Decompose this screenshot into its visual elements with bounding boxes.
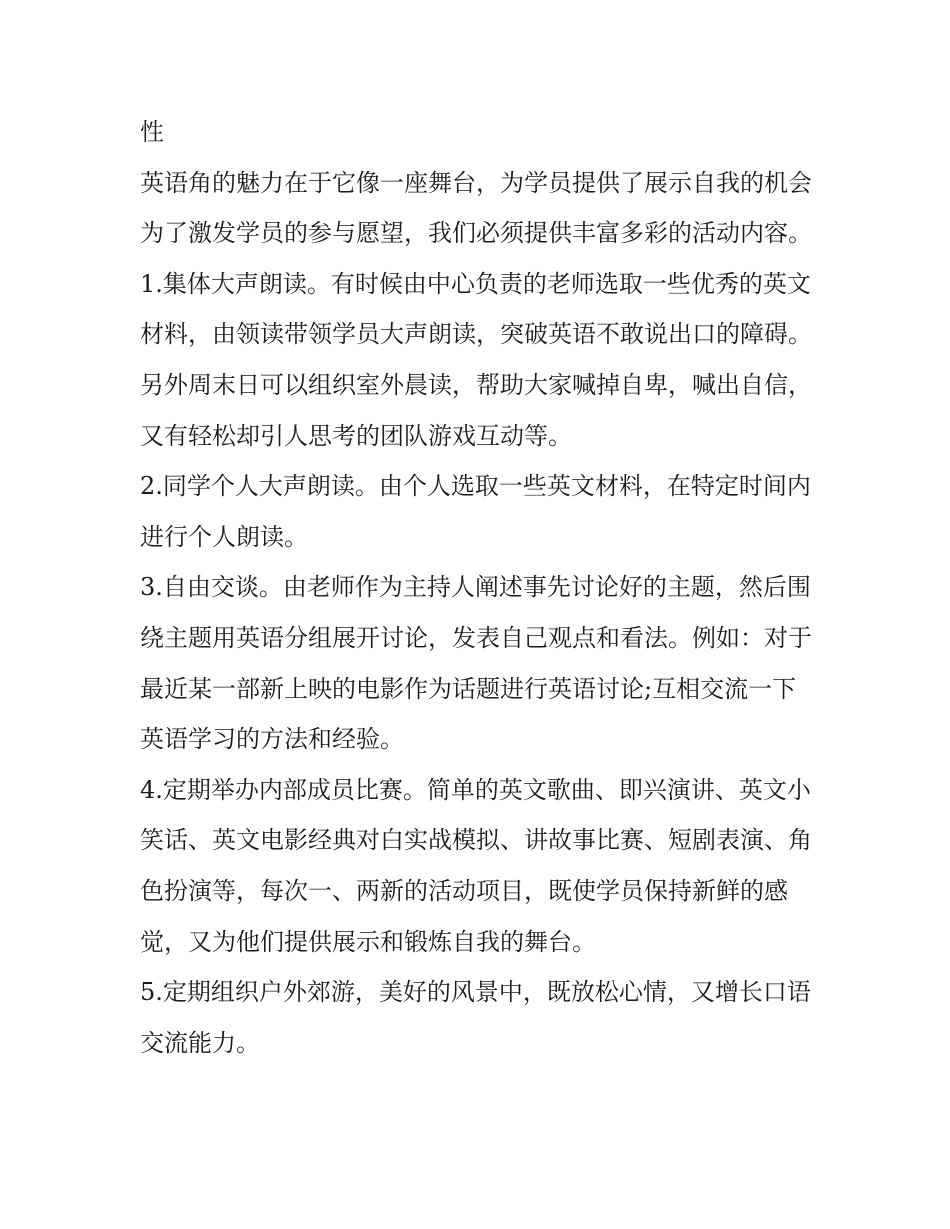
paragraph-item-1: 1.集体大声朗读。有时候由中心负责的老师选取一些优秀的英文材料，由领读带领学员大声朗读，突破英语不敢说出口的障碍。另外周末日可以组织室外晨读，帮助大家喊掉自卑，喊出自信，又有轻松却引人思考的团队游戏互动等。 xyxy=(140,269,812,450)
document-body xyxy=(140,107,820,1068)
paragraph-item-5: 5.定期组织户外郊游，美好的风景中，既放松心情，又增长口语交流能力。 xyxy=(140,978,811,1057)
paragraph-item-3: 3.自由交谈。由老师作为主持人阐述事先讨论好的主题，然后围绕主题用英语分组展开讨论，发表自己观点和看法。例如：对于最近某一部新上映的电影作为话题进行英语讨论;互相交流一下英语学习的方法和经验。 xyxy=(140,573,812,754)
paragraph-heading-fragment: 性 xyxy=(140,118,164,146)
paragraph-item-4: 4.定期举办内部成员比赛。简单的英文歌曲、即兴演讲、英文小笑话、英文电影经典对白实战模拟、讲故事比赛、短剧表演、角色扮演等，每次一、两新的活动项目，既使学员保持新鲜的感觉，又为他们提供展示和锻炼自我的舞台。 xyxy=(140,775,812,956)
paragraph-item-2: 2.同学个人大声朗读。由个人选取一些英文材料，在特定时间内进行个人朗读。 xyxy=(140,472,811,551)
paragraph-intro: 英语角的魅力在于它像一座舞台，为学员提供了展示自我的机会为了激发学员的参与愿望，我们必须提供丰富多彩的活动内容。 xyxy=(140,168,812,248)
